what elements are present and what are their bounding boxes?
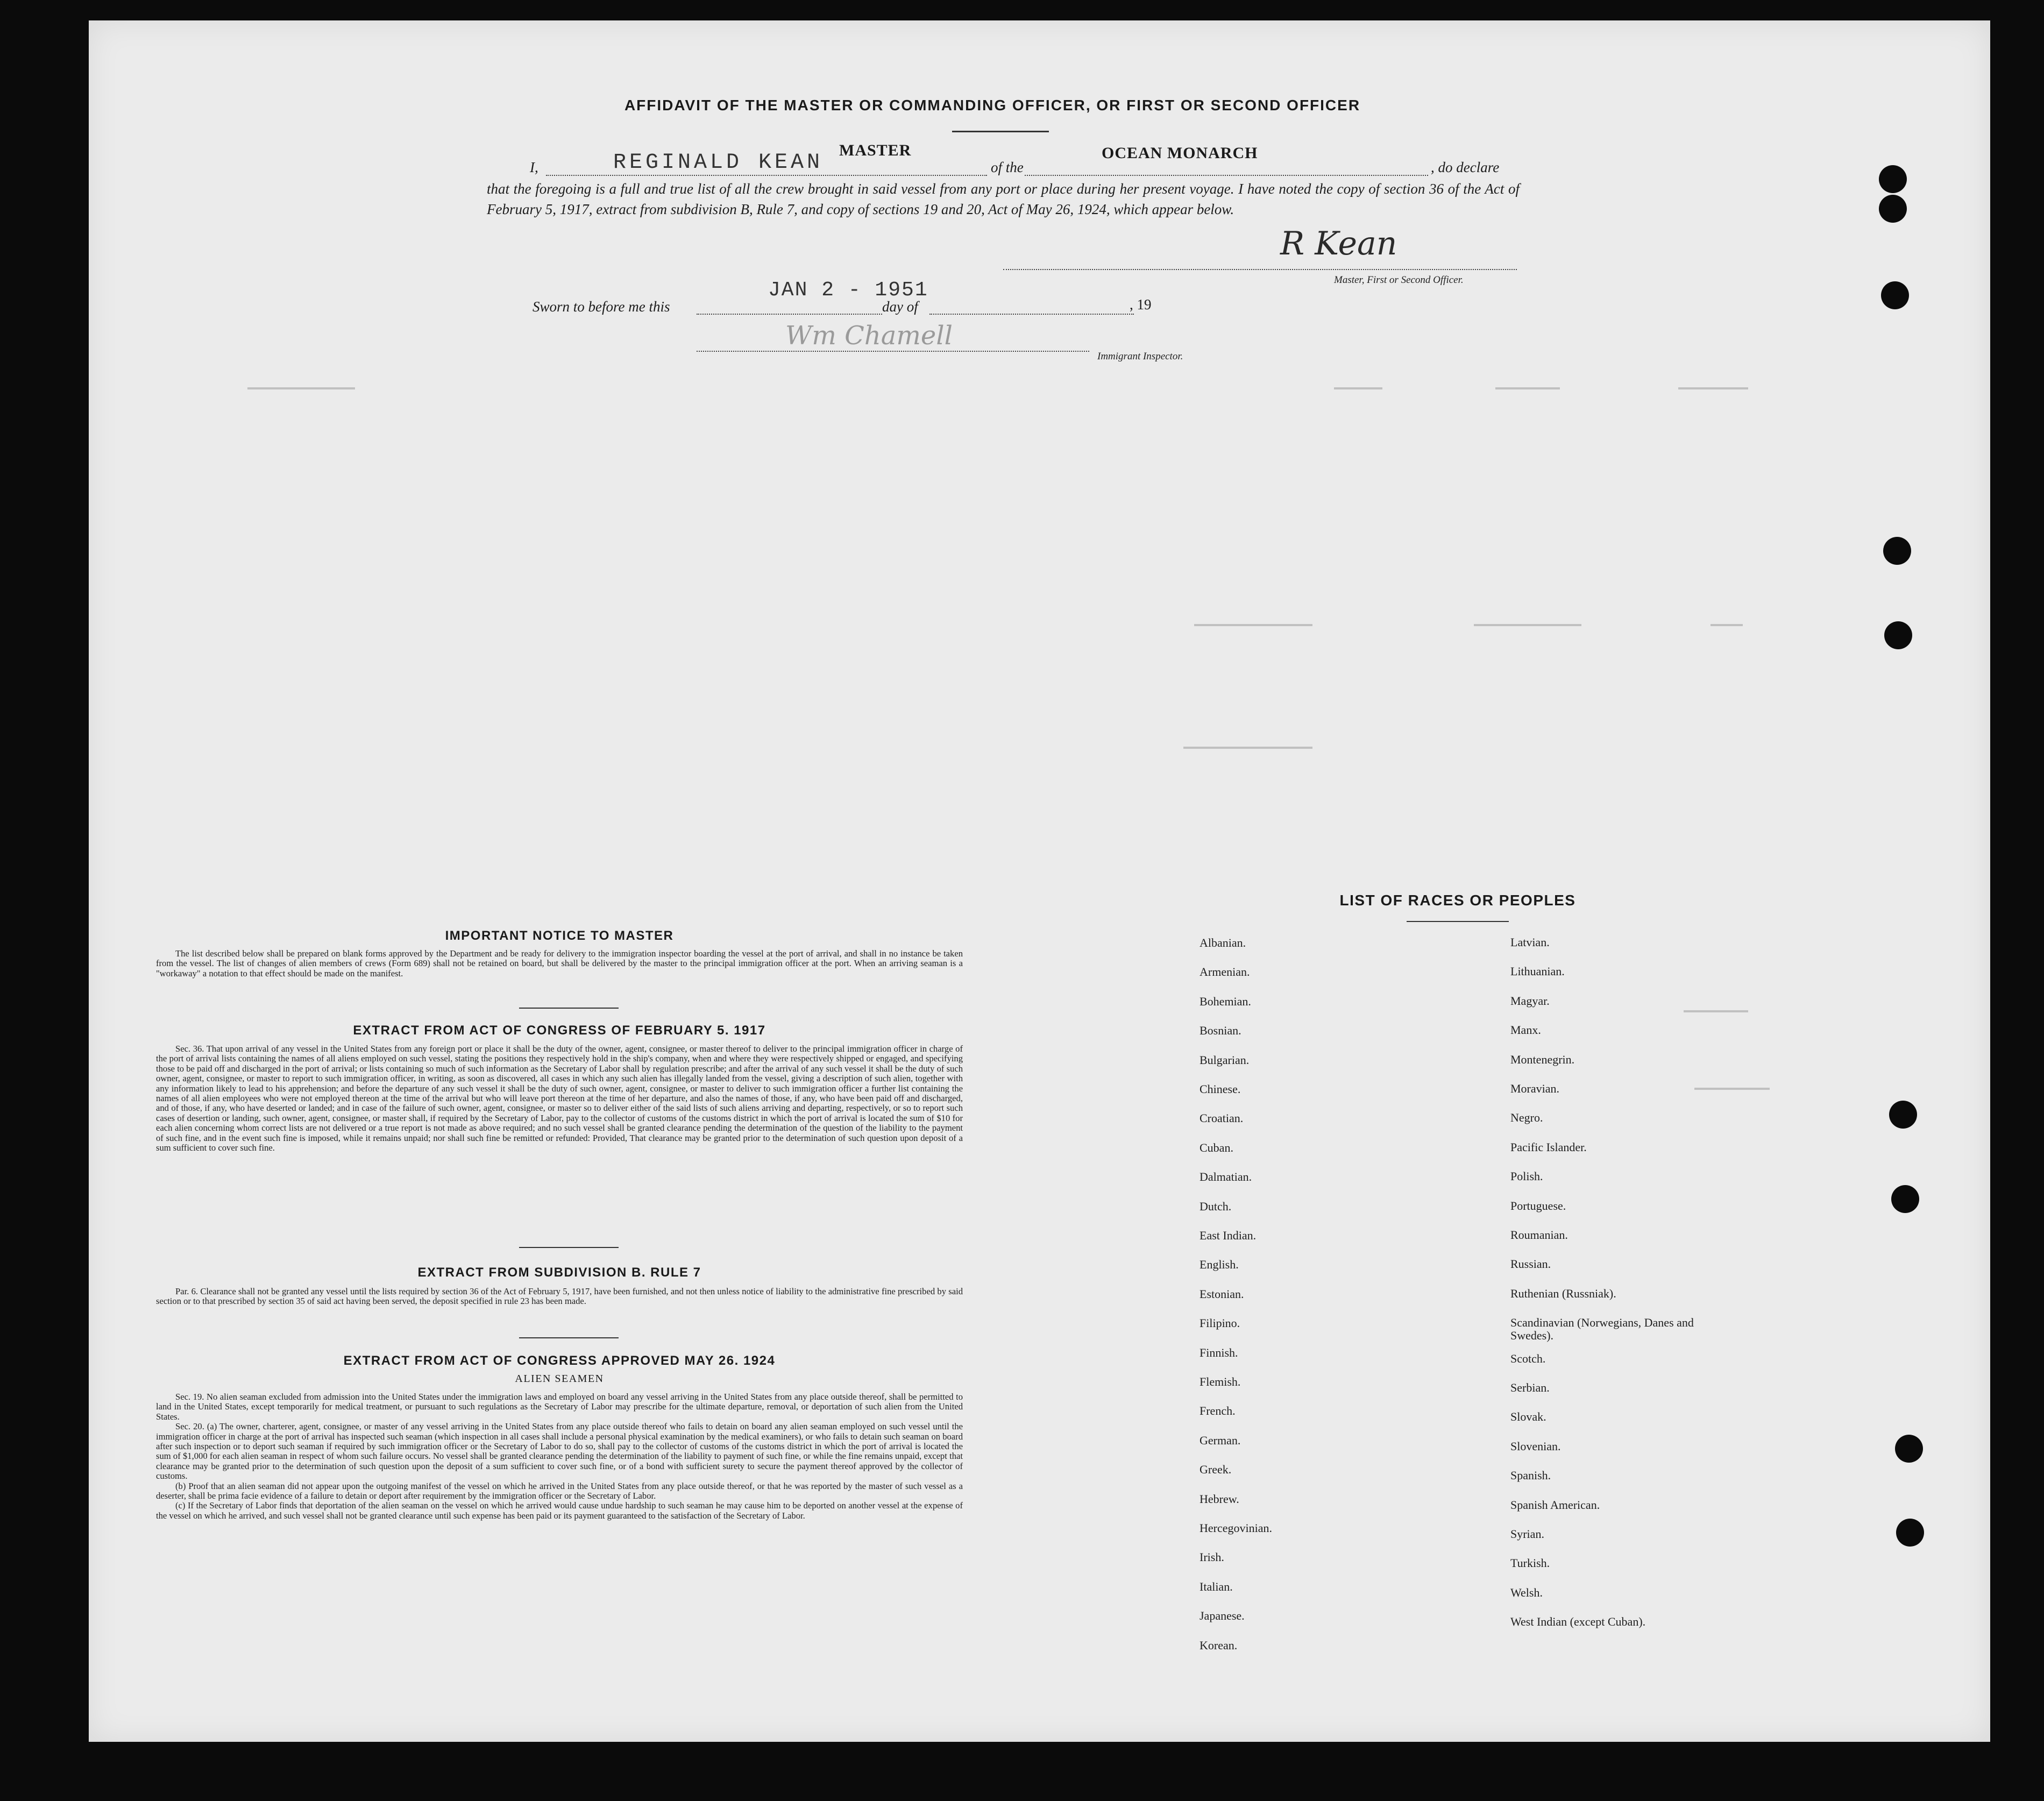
race-item: Manx. <box>1510 1023 1541 1037</box>
race-item: Filipino. <box>1200 1316 1240 1330</box>
master-name: REGINALD KEAN <box>613 151 824 175</box>
rank-label: MASTER <box>839 141 912 159</box>
divider <box>519 1337 619 1338</box>
master-signature: R Kean <box>1280 225 1397 263</box>
binder-hole <box>1881 281 1909 309</box>
i-label: I, <box>530 159 538 175</box>
race-item: Latvian. <box>1510 935 1550 949</box>
signature-line <box>1003 269 1517 270</box>
alien-seamen-subtitle: ALIEN SEAMEN <box>515 1373 604 1385</box>
divider <box>519 1247 619 1248</box>
month-line <box>929 314 1134 315</box>
inspector-signature: Wm Chamell <box>785 321 953 351</box>
races-underline <box>1407 921 1509 922</box>
race-item: Pacific Islander. <box>1510 1140 1587 1154</box>
race-item: Montenegrin. <box>1510 1052 1575 1066</box>
race-item: Hebrew. <box>1200 1492 1239 1506</box>
race-item: Serbian. <box>1510 1380 1550 1394</box>
race-item: Irish. <box>1200 1550 1224 1564</box>
day-of-label: day of <box>882 299 918 315</box>
extract-1924-title: EXTRACT FROM ACT OF CONGRESS APPROVED MAY 26. 1924 <box>343 1353 776 1368</box>
inspector-line <box>697 351 1089 352</box>
race-item: Moravian. <box>1510 1082 1560 1095</box>
extract-1917-text <box>156 1044 963 1153</box>
race-item: French. <box>1200 1404 1236 1418</box>
race-item: Japanese. <box>1200 1609 1245 1623</box>
do-declare-label: , do declare <box>1431 159 1500 175</box>
race-item: German. <box>1200 1433 1241 1447</box>
sec-20a-paragraph: Sec. 20. (a) The owner, charterer, agent, consignee, or master of any vessel arriving in the United States from any place outside thereof who fails to detain on board any alien seaman employed on such vessel until the immigration officer in charge at the port of arrival has inspected such seaman (which inspection in all cases shall include a personal physical examination by the medical examiners), or who fails to detain such seaman on board after such inspection or to deport such seaman if required by such immigration officer or the Secretary of Labor to do so, shall pay to the collector of customs of the customs district in which the port of arrival is located the sum of $1,000 for each alien seaman in respect of whom such failure occurs. No vessel shall be granted clearance pending the determination of the liability to payment of such fine, or while the fine remains unpaid, except that clearance may be granted prior to the determination of such question upon the deposit of a sum sufficient to cover such fine, or of a bond with sufficient surety to secure the payment thereof approved by the collector of customs. <box>156 1421 963 1481</box>
race-item: Roumanian. <box>1510 1228 1568 1242</box>
race-item: Dalmatian. <box>1200 1170 1252 1184</box>
name-line <box>546 175 987 176</box>
race-item: Slovak. <box>1510 1410 1546 1424</box>
binder-hole <box>1883 537 1911 565</box>
title-underline <box>952 131 1049 132</box>
race-item: East Indian. <box>1200 1229 1257 1242</box>
race-item: Armenian. <box>1200 965 1250 979</box>
race-item: Spanish American. <box>1510 1498 1600 1512</box>
race-item: Polish. <box>1510 1169 1543 1183</box>
race-item: Scandinavian (Norwegians, Danes and Swedes). <box>1510 1316 1694 1343</box>
notice-paragraph: The list described below shall be prepared on blank forms approved by the Department and be ready for delivery to the immigration inspector boarding the vessel at the port of arrival, and shall in no instance be taken from the vessel. The list of changes of alien members of crews (Form 689) shall not be retained on board, but shall be delivered by the master to the principal immigration officer at the port. When an arriving seaman is a "workaway" a notation to that effect should be made on the manifest. <box>156 948 963 979</box>
extract-1917-title: EXTRACT FROM ACT OF CONGRESS OF FEBRUARY 5. 1917 <box>353 1023 766 1038</box>
binder-hole <box>1879 165 1907 193</box>
race-item: Korean. <box>1200 1638 1238 1652</box>
year-label: , 19 <box>1130 296 1152 313</box>
race-item: Lithuanian. <box>1510 965 1565 979</box>
race-item: Dutch. <box>1200 1199 1232 1213</box>
inspector-caption: Immigrant Inspector. <box>1097 351 1183 362</box>
binder-hole <box>1895 1435 1923 1463</box>
race-item: English. <box>1200 1258 1239 1272</box>
vessel-line <box>1025 175 1428 176</box>
race-item: Chinese. <box>1200 1082 1241 1096</box>
race-item: Hercegovinian. <box>1200 1521 1272 1535</box>
race-item: Albanian. <box>1200 936 1246 949</box>
race-item: Negro. <box>1510 1111 1543 1125</box>
signature-caption: Master, First or Second Officer. <box>1334 274 1464 286</box>
race-item: West Indian (except Cuban). <box>1510 1615 1646 1629</box>
section-36-paragraph: Sec. 36. That upon arrival of any vessel in the United States from any foreign port or place it shall be the duty of the owner, agent, consignee, or master thereof to deliver to the principal immigration officer in charge of the port of arrival lists containing the names of all aliens employed on such vessel, stating the positions they respectively hold in the ship's company, when and where they were respectively shipped or engaged, and specifying those to be paid off and discharged in the port of arrival; or lists containing so much of such information as the Secretary of Labor shall by regulation prescribe; and after the arrival of any such vessel it shall be the duty of such owner, agent, consignee, or master to report to such immigration officer, in writing, as soon as discovered, all cases in which any such alien has illegally landed from the vessel, giving a description of such alien, together with any information likely to lead to his apprehension; and before the departure of any such vessel it shall be the duty of such owner, agent, consignee, or master to deliver to such immigration officer a further list containing the names of all alien employees who were not employed thereon at the time of the arrival but who will leave port thereon at the time of her departure, and also the names of those, if any, who have been paid off and discharged, and of those, if any, who have deserted or landed; and in case of the failure of such owner, agent, consignee, or master so to deliver either of the said lists of such aliens arriving and departing, respectively, or so to report such cases of desertion or landing, such owner, agent, consignee, or master shall, if required by the Secretary of Labor, pay to the collector of customs of the customs district in which the port of arrival is located the sum of $10 for each alien concerning whom correct lists are not delivered or a true report is not made as above required; and no such vessel shall be granted clearance pending the determination of the question of the liability to the payment of such fine, and in the event such fine is imposed, while it remains unpaid; nor shall such fine be remitted or refunded: Provided, That clearance may be granted prior to the determination of such question upon deposit of a sum sufficient to cover such fine. <box>156 1044 963 1153</box>
extract-1924-text <box>156 1392 963 1521</box>
binder-hole <box>1889 1101 1917 1129</box>
race-item: Bulgarian. <box>1200 1053 1250 1067</box>
race-item: Flemish. <box>1200 1375 1241 1388</box>
sworn-date: JAN 2 - 1951 <box>768 279 928 302</box>
race-item: Bosnian. <box>1200 1024 1241 1038</box>
vessel-name: OCEAN MONARCH <box>1102 144 1258 162</box>
race-item: Croatian. <box>1200 1111 1244 1125</box>
binder-hole <box>1896 1519 1924 1547</box>
race-item: Cuban. <box>1200 1140 1233 1154</box>
sec-19-paragraph: Sec. 19. No alien seaman excluded from admission into the United States under the immigration laws and employed on board any vessel arriving in the United States from any place outside thereof, shall be permitted to land in the United States, except temporarily for medical treatment, or pursuant to such regulations as the Secretary of Labor may prescribe for the ultimate departure, removal, or deportation of such alien from the United States. <box>156 1392 963 1422</box>
race-item: Magyar. <box>1510 994 1550 1008</box>
race-item: Portuguese. <box>1510 1199 1566 1213</box>
race-item: Italian. <box>1200 1579 1233 1593</box>
race-item: Welsh. <box>1510 1585 1543 1599</box>
sec-20b-paragraph: (b) Proof that an alien seaman did not appear upon the outgoing manifest of the vessel on which he arrived in the United States from any place outside thereof, or that he was reported by the master of such vessel as a deserter, shall be prima facie evidence of a failure to detain or deport after requirement by the immigration officer or the Secretary of Labor. <box>156 1480 963 1501</box>
binder-hole <box>1884 621 1912 649</box>
race-item: Finnish. <box>1200 1345 1238 1359</box>
race-item: Turkish. <box>1510 1556 1550 1570</box>
race-item: Syrian. <box>1510 1527 1544 1541</box>
race-item: Slovenian. <box>1510 1439 1561 1453</box>
par-6-paragraph: Par. 6. Clearance shall not be granted any vessel until the lists required by section 36 of the Act of February 5, 1917, have been furnished, and not then unless notice of liability to the administrative fine prescribed by said section or to that prescribed by section 35 of said act having been served, the deposit specified in rule 23 has been made. <box>156 1286 963 1307</box>
race-item: Russian. <box>1510 1257 1551 1271</box>
race-item: Bohemian. <box>1200 994 1251 1008</box>
affidavit-title: AFFIDAVIT OF THE MASTER OR COMMANDING OFFICER, OR FIRST OR SECOND OFFICER <box>624 97 1361 114</box>
divider <box>519 1008 619 1009</box>
binder-hole <box>1879 195 1907 223</box>
races-title: LIST OF RACES OR PEOPLES <box>1339 892 1576 909</box>
race-item: Greek. <box>1200 1463 1232 1477</box>
declaration-text: that the foregoing is a full and true list of all the crew brought in said vessel from any port or place during her present voyage. I have noted the copy of section 36 of the Act of February 5, 1917, extract from subdivision B, Rule 7, and copy of sections 19 and 20, Act of May 26, 1924, which appear below. <box>487 181 1520 217</box>
race-item: Ruthenian (Russniak). <box>1510 1286 1616 1300</box>
race-item: Scotch. <box>1510 1351 1546 1365</box>
rule-7-title: EXTRACT FROM SUBDIVISION B. RULE 7 <box>417 1265 701 1280</box>
sec-20c-paragraph: (c) If the Secretary of Labor finds that deportation of the alien seaman on the vessel on which he arrived would cause undue hardship to such seaman he may cause him to be deported on another vessel at the expense of the vessel on which he arrived, and such vessel shall not be granted clearance until such expense has been paid or its payment guaranteed to the satisfaction of the Secretary of Labor. <box>156 1500 963 1521</box>
race-item: Spanish. <box>1510 1469 1551 1483</box>
notice-text <box>156 949 963 979</box>
notice-title: IMPORTANT NOTICE TO MASTER <box>445 928 674 943</box>
rule-7-text <box>156 1287 963 1307</box>
race-item: Estonian. <box>1200 1287 1244 1301</box>
of-the-label: of the <box>991 159 1024 175</box>
sworn-label: Sworn to before me this <box>533 299 670 315</box>
binder-hole <box>1891 1185 1919 1213</box>
sworn-date-line <box>697 314 882 315</box>
